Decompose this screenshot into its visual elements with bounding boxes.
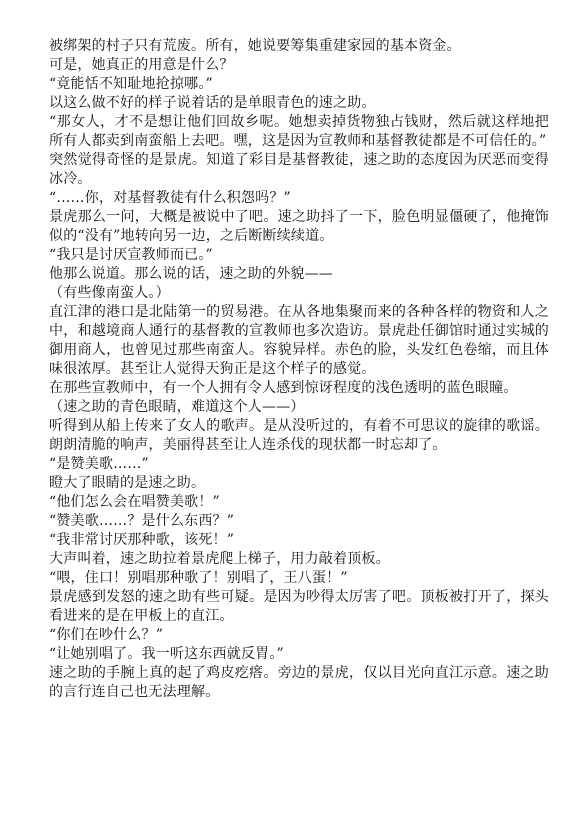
paragraph: 直江津的港口是北陆第一的贸易港。在从各地集聚而来的各种各样的物资和人之中，和越境商人通行的基督教的宣教师也多次造访。景虎赴任御馆时通过实城的御用商人，也曾见过那些南蛮人。容貌异样。赤色的脸，头发红色卷缩，而且体味很浓厚。甚至让人觉得天狗正是这个样子的感觉。 xyxy=(49,304,549,377)
paragraph: 听得到从船上传来了女人的歌声。是从没听过的，有着不可思议的旋律的歌谣。朗朗清脆的响声，美丽得甚至让人连杀伐的现状都一时忘却了。 xyxy=(49,418,549,453)
paragraph: “竟能恬不知耻地抢掠哪。” xyxy=(49,76,213,92)
paragraph: “你们在吵什么？” xyxy=(49,627,164,643)
paragraph: 速之助的手腕上真的起了鸡皮疙瘩。旁边的景虎，仅以目光向直江示意。速之助的言行连自己也无法理解。 xyxy=(49,665,549,700)
paragraph: （速之助的青色眼睛，难道这个人——） xyxy=(49,399,305,415)
paragraph: 大声叫着，速之助拉着景虎爬上梯子，用力敲着顶板。 xyxy=(49,551,390,567)
paragraph: “我只是讨厌宣教师而已。” xyxy=(49,247,213,263)
paragraph: 突然觉得奇怪的是景虎。知道了彩目是基督教徒，速之助的态度因为厌恶而变得冰冷。 xyxy=(49,152,549,187)
paragraph: 景虎感到发怒的速之助有些可疑。是因为吵得太厉害了吧。顶板被打开了，探头看进来的是在甲板上的直江。 xyxy=(49,589,549,624)
paragraph: “……你，对基督教徒有什么积怨吗？” xyxy=(49,190,291,206)
paragraph: 以这么做不好的样子说着话的是单眼青色的速之助。 xyxy=(49,95,376,111)
paragraph: “我非常讨厌那种歌，该死！” xyxy=(49,532,235,548)
paragraph: 瞪大了眼睛的是速之助。 xyxy=(49,475,206,491)
paragraph: 景虎那么一问，大概是被说中了吧。速之助抖了一下，脸色明显僵硬了，他掩饰似的“没有”地转向另一边，之后断断续续道。 xyxy=(49,209,549,244)
document-page xyxy=(49,37,549,702)
paragraph: “是赞美歌……” xyxy=(49,456,149,472)
paragraph: “赞美歌……？是什么东西？” xyxy=(49,513,235,529)
paragraph: “他们怎么会在唱赞美歌！” xyxy=(49,494,220,510)
paragraph: “那女人，才不是想让他们回故乡呢。她想卖掉货物独占钱财，然后就这样地把所有人都卖到南蛮船上去吧。嘿，这是因为宣教师和基督教徒都是不可信任的。” xyxy=(49,114,549,149)
paragraph: （有些像南蛮人。） xyxy=(49,285,170,301)
paragraph: 可是，她真正的用意是什么？ xyxy=(49,57,234,73)
paragraph: 他那么说道。那么说的话，速之助的外貌—— xyxy=(49,266,333,282)
paragraph: “喂，住口！别唱那种歌了！别唱了，王八蛋！” xyxy=(49,570,348,586)
paragraph: “让她别唱了。我一听这东西就反胃。” xyxy=(49,646,284,662)
paragraph: 在那些宣教师中，有一个人拥有令人感到惊讶程度的浅色透明的蓝色眼瞳。 xyxy=(49,380,518,396)
paragraph: 被绑架的村子只有荒废。所有，她说要筹集重建家园的基本资金。 xyxy=(49,38,461,54)
